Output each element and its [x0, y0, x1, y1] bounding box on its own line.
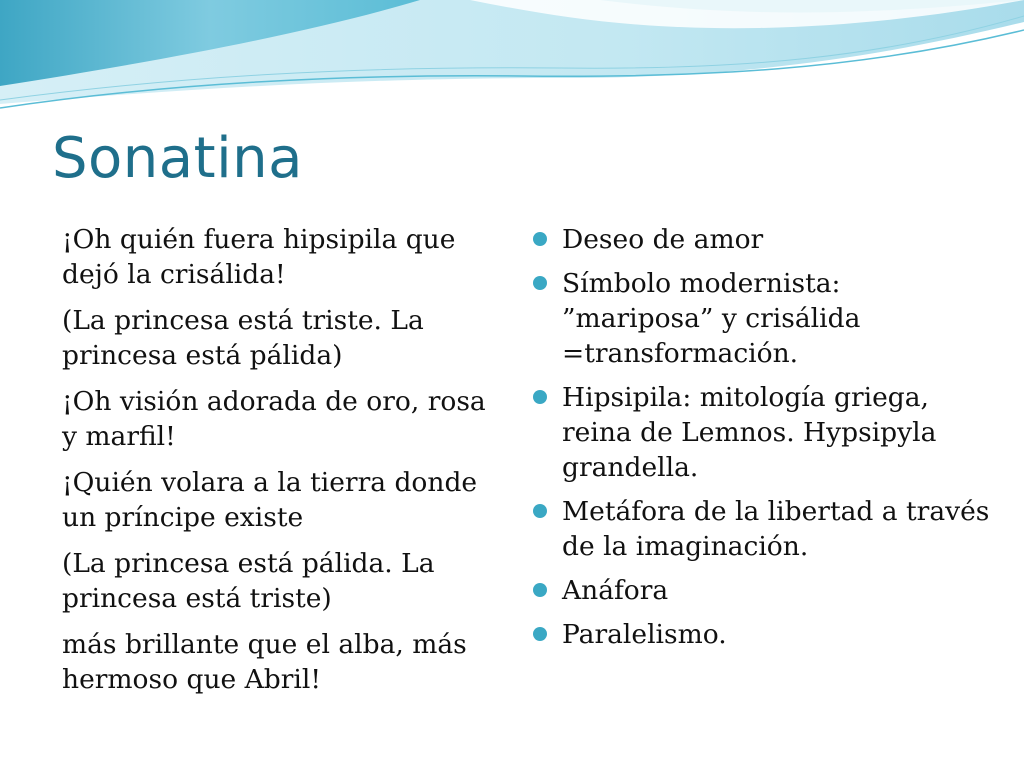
poem-line: ¡Oh quién fuera hipsipila que dejó la crisálida! — [62, 224, 456, 290]
bullet-text: Hipsipila: mitología griega, reina de Lemnos. Hypsipyla grandella. — [562, 382, 937, 483]
poem-line: (La princesa está pálida. La princesa está triste) — [62, 548, 435, 614]
circle-bullet-icon — [533, 276, 547, 290]
poem-line: más brillante que el alba, más hermoso que Abril! — [62, 629, 467, 695]
bullet-text: Deseo de amor — [562, 224, 764, 255]
circle-bullet-icon — [533, 232, 547, 246]
circle-bullet-icon — [533, 627, 547, 641]
bullet-text: Metáfora de la libertad a través de la imaginación. — [562, 496, 990, 562]
poem-line: ¡Oh visión adorada de oro, rosa y marfil! — [62, 386, 486, 452]
poem-line: ¡Quién volara a la tierra donde un príncipe existe — [62, 467, 478, 533]
poem-column — [62, 222, 502, 708]
circle-bullet-icon — [533, 583, 547, 597]
bullet-text: Anáfora — [562, 575, 669, 606]
wave-header-decoration — [0, 0, 1024, 130]
bullet-item — [530, 494, 1000, 564]
circle-bullet-icon — [533, 504, 547, 518]
poem-line: (La princesa está triste. La princesa está pálida) — [62, 305, 424, 371]
bullet-item — [530, 266, 1000, 371]
bullet-list — [530, 222, 1000, 652]
bullet-item — [530, 222, 1000, 257]
analysis-column — [530, 222, 1000, 661]
circle-bullet-icon — [533, 390, 547, 404]
bullet-text: Símbolo modernista: ”mariposa” y crisálida =transformación. — [562, 268, 861, 369]
bullet-item — [530, 617, 1000, 652]
slide-title: Sonatina — [52, 126, 303, 191]
bullet-text: Paralelismo. — [562, 619, 727, 650]
bullet-item — [530, 573, 1000, 608]
bullet-item — [530, 380, 1000, 485]
